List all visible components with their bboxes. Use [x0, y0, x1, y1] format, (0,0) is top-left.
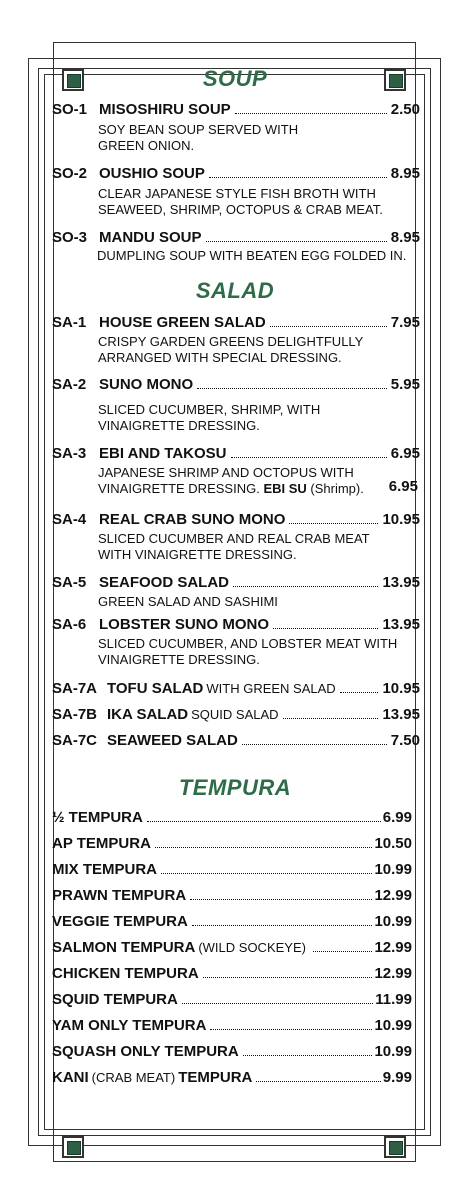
- desc-line: ARRANGED WITH SPECIAL DRESSING.: [98, 350, 342, 365]
- leader-dots: [155, 846, 373, 848]
- item-price: 7.50: [390, 732, 420, 749]
- leader-dots: [182, 1002, 373, 1004]
- item-price: 13.95: [382, 616, 420, 633]
- desc-line: GREEN SALAD AND SASHIMI: [98, 594, 278, 609]
- item-code: SA-7B: [52, 706, 98, 723]
- item-note: (WILD SOCKEYE): [198, 940, 306, 955]
- corner-ornament-icon: [384, 1136, 406, 1158]
- menu-item: [52, 705, 420, 725]
- menu-item: [52, 573, 420, 593]
- item-price: 7.95: [390, 314, 420, 331]
- item-name: IKA SALAD: [107, 706, 189, 723]
- corner-ornament-icon: [62, 1136, 84, 1158]
- item-price: 9.99: [382, 1069, 412, 1086]
- item-code: SO-1: [52, 101, 88, 118]
- item-code: SA-6: [52, 616, 87, 633]
- menu-item: [52, 164, 420, 184]
- item-name: OUSHIO SOUP: [99, 165, 205, 182]
- leader-dots: [209, 176, 387, 178]
- item-price: 10.99: [374, 861, 412, 878]
- leader-dots: [233, 585, 378, 587]
- item-note: WITH GREEN SALAD: [206, 681, 336, 696]
- tempura-item: [52, 1042, 412, 1062]
- item-code: SO-3: [52, 229, 88, 246]
- item-name: SQUASH ONLY TEMPURA: [52, 1043, 239, 1060]
- item-description: [98, 465, 428, 497]
- tempura-item: [52, 808, 412, 828]
- desc-line: SLICED CUCUMBER AND REAL CRAB MEAT: [98, 531, 370, 546]
- leader-dots: [206, 240, 387, 242]
- menu-item: [52, 731, 420, 751]
- item-price: 10.50: [374, 835, 412, 852]
- item-price: 12.99: [374, 887, 412, 904]
- item-price: 10.95: [382, 680, 420, 697]
- item-name: PRAWN TEMPURA: [52, 887, 187, 904]
- leader-dots: [313, 950, 373, 952]
- item-price: 8.95: [390, 229, 420, 246]
- item-price: 11.99: [375, 991, 412, 1008]
- item-code: SA-7A: [52, 680, 98, 697]
- item-description: [98, 594, 428, 610]
- item-description: [98, 531, 428, 563]
- menu-item: [52, 679, 420, 699]
- leader-dots: [273, 627, 378, 629]
- leader-dots: [203, 976, 373, 978]
- item-price: 5.95: [390, 376, 420, 393]
- item-description: [97, 248, 427, 264]
- section-heading-tempura: TEMPURA: [178, 775, 292, 800]
- item-name: SEAFOOD SALAD: [99, 574, 230, 591]
- desc-line: SEAWEED, SHRIMP, OCTOPUS & CRAB MEAT.: [98, 202, 383, 217]
- leader-dots: [289, 522, 378, 524]
- extra-item-note: (Shrimp).: [310, 481, 364, 496]
- desc-text: VINAIGRETTE DRESSING.: [98, 481, 260, 496]
- desc-line: SOY BEAN SOUP SERVED WITH: [98, 122, 299, 137]
- extra-item-price: 6.95: [388, 478, 418, 495]
- leader-dots: [270, 325, 387, 327]
- desc-line: VINAIGRETTE DRESSING.: [98, 652, 260, 667]
- section-heading-soup: SOUP: [202, 66, 268, 91]
- item-note: (CRAB MEAT): [91, 1070, 176, 1085]
- desc-line: CLEAR JAPANESE STYLE FISH BROTH WITH: [98, 186, 376, 201]
- menu-item: [52, 375, 420, 395]
- leader-dots: [210, 1028, 372, 1030]
- leader-dots: [243, 1054, 373, 1056]
- item-name: AP TEMPURA: [52, 835, 151, 852]
- item-name: SEAWEED SALAD: [107, 732, 238, 749]
- tempura-item: [52, 990, 412, 1010]
- item-code: SA-3: [52, 445, 87, 462]
- item-name: HOUSE GREEN SALAD: [99, 314, 266, 331]
- desc-line: [98, 478, 428, 497]
- menu-item: [52, 444, 420, 464]
- item-name: SQUID TEMPURA: [52, 991, 178, 1008]
- extra-item-name: EBI SU: [263, 481, 307, 496]
- item-price: 2.50: [390, 101, 420, 118]
- item-code: SA-1: [52, 314, 87, 331]
- tempura-item: [52, 886, 412, 906]
- item-name: ½ TEMPURA: [52, 809, 143, 826]
- leader-dots: [256, 1080, 380, 1082]
- desc-line: SLICED CUCUMBER, AND LOBSTER MEAT WITH: [98, 636, 398, 651]
- item-price: 10.99: [374, 1017, 412, 1034]
- desc-line: JAPANESE SHRIMP AND OCTOPUS WITH: [98, 465, 354, 480]
- item-name: YAM ONLY TEMPURA: [52, 1017, 207, 1034]
- desc-line: CRISPY GARDEN GREENS DELIGHTFULLY: [98, 334, 364, 349]
- item-note: SQUID SALAD: [191, 707, 279, 722]
- menu-item: [52, 615, 420, 635]
- item-name-suffix: TEMPURA: [178, 1069, 253, 1086]
- tempura-item: [52, 912, 412, 932]
- item-price: 10.99: [374, 1043, 412, 1060]
- item-description: [98, 334, 428, 366]
- item-description: [98, 122, 428, 154]
- item-name: REAL CRAB SUNO MONO: [99, 511, 286, 528]
- leader-dots: [161, 872, 372, 874]
- item-name: TOFU SALAD: [107, 680, 204, 697]
- leader-dots: [197, 387, 387, 389]
- item-code: SO-2: [52, 165, 88, 182]
- item-price: 12.99: [374, 939, 412, 956]
- item-name: VEGGIE TEMPURA: [52, 913, 188, 930]
- item-name: KANI: [52, 1069, 89, 1086]
- desc-line: WITH VINAIGRETTE DRESSING.: [98, 547, 297, 562]
- item-price: 8.95: [390, 165, 420, 182]
- leader-dots: [242, 743, 387, 745]
- leader-dots: [190, 898, 372, 900]
- item-name: CHICKEN TEMPURA: [52, 965, 199, 982]
- item-name: EBI AND TAKOSU: [99, 445, 227, 462]
- tempura-item: [52, 964, 412, 984]
- item-price: 12.99: [374, 965, 412, 982]
- item-name: SALMON TEMPURA: [52, 939, 196, 956]
- menu-item: [52, 100, 420, 120]
- item-description: [98, 186, 428, 218]
- tempura-item: [52, 834, 412, 854]
- leader-dots: [147, 820, 381, 822]
- menu-item: [52, 228, 420, 248]
- tempura-item: [52, 1016, 412, 1036]
- desc-line: VINAIGRETTE DRESSING.: [98, 418, 260, 433]
- item-name: MANDU SOUP: [99, 229, 202, 246]
- desc-line: GREEN ONION.: [98, 138, 195, 153]
- item-code: SA-2: [52, 376, 87, 393]
- item-name: MISOSHIRU SOUP: [99, 101, 231, 118]
- menu-item: [52, 510, 420, 530]
- item-description: [98, 402, 428, 434]
- item-price: 10.99: [374, 913, 412, 930]
- item-code: SA-5: [52, 574, 87, 591]
- item-price: 13.95: [382, 574, 420, 591]
- desc-line: DUMPLING SOUP WITH BEATEN EGG FOLDED IN.: [97, 248, 407, 263]
- item-name: SUNO MONO: [99, 376, 194, 393]
- tempura-item: [52, 938, 412, 958]
- section-heading-salad: SALAD: [195, 278, 275, 303]
- leader-dots: [283, 717, 379, 719]
- item-code: SA-4: [52, 511, 87, 528]
- tempura-item: [52, 860, 412, 880]
- item-name: LOBSTER SUNO MONO: [99, 616, 270, 633]
- item-price: 13.95: [382, 706, 420, 723]
- item-name: MIX TEMPURA: [52, 861, 157, 878]
- item-price: 10.95: [382, 511, 420, 528]
- item-price: 6.99: [382, 809, 412, 826]
- leader-dots: [192, 924, 373, 926]
- menu-item: [52, 313, 420, 333]
- tempura-item: [52, 1068, 412, 1088]
- leader-dots: [231, 456, 387, 458]
- desc-line: SLICED CUCUMBER, SHRIMP, WITH: [98, 402, 321, 417]
- item-price: 6.95: [390, 445, 420, 462]
- item-description: [98, 636, 428, 668]
- leader-dots: [340, 691, 379, 693]
- leader-dots: [235, 112, 387, 114]
- item-code: SA-7C: [52, 732, 98, 749]
